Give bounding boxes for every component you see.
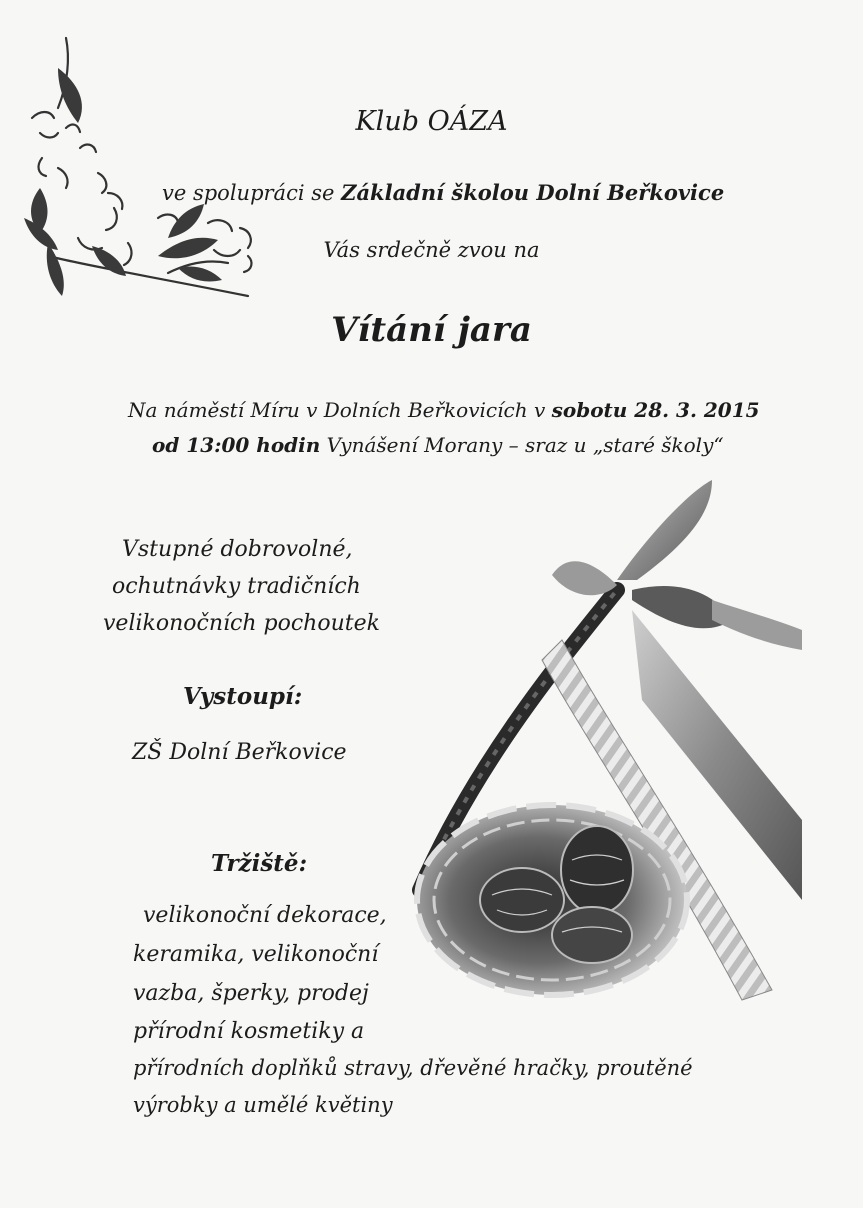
club-prefix: Klub [355, 106, 428, 137]
performers-heading: Vystoupí: [183, 683, 303, 710]
market-line: přírodních doplňků stravy, dřevěné hračky, proutěné [133, 1056, 693, 1080]
invite-line: Vás srdečně zvou na [323, 238, 540, 262]
event-title: Vítání jara [331, 310, 532, 350]
event-date: sobotu 28. 3. 2015 [551, 398, 760, 422]
entry-line: Vstupné dobrovolné, [122, 537, 353, 562]
event-program: Vynášení Morany – sraz u „staré školy“ [320, 433, 724, 457]
entry-line: velikonočních pochoutek [103, 611, 380, 636]
market-line: keramika, velikonoční [133, 942, 379, 967]
cooperation-line [162, 180, 724, 205]
club-name: OÁZA [427, 106, 508, 137]
market-line: výrobky a umělé květiny [133, 1093, 393, 1117]
event-time: od 13:00 hodin [152, 433, 321, 457]
club-line [0, 106, 863, 137]
easter-basket-photo-icon [412, 470, 807, 1030]
market-line: vazba, šperky, prodej [133, 981, 369, 1006]
event-location: Na náměstí Míru v Dolních Beřkovicích v [128, 398, 552, 422]
market-line: přírodní kosmetiky a [133, 1019, 365, 1044]
cooperation-prefix: ve spolupráci se [162, 181, 342, 205]
performers-value: ZŠ Dolní Beřkovice [132, 740, 347, 765]
market-line: velikonoční dekorace, [143, 903, 387, 928]
event-location-line [128, 398, 760, 422]
entry-line: ochutnávky tradičních [112, 574, 361, 599]
cooperation-school: Základní školou Dolní Beřkovice [341, 180, 725, 205]
market-heading: Tržiště: [211, 850, 308, 877]
event-time-line [152, 433, 724, 457]
